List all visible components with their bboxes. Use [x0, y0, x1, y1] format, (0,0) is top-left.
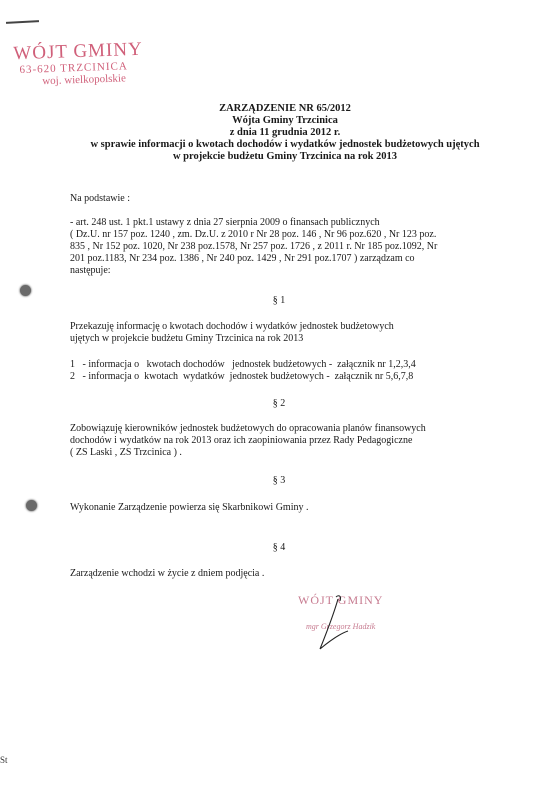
handwritten-signature [298, 593, 458, 663]
section-2-text [70, 423, 500, 459]
basis-line: następuje: [70, 265, 111, 276]
basis-text [70, 217, 490, 277]
office-stamp [5, 39, 151, 88]
section-1-text [70, 321, 490, 345]
punch-hole [26, 500, 37, 511]
basis-line: - art. 248 ust. 1 pkt.1 ustawy z dnia 27 sierpnia 2009 o finansach publicznych [70, 217, 380, 228]
stamp-line-3: woj. wielkopolskie [42, 72, 127, 88]
stamp-line-1: WÓJT GMINY [13, 38, 144, 65]
title-line-1: ZARZĄDZENIE NR 65/2012 [219, 103, 351, 114]
title-line-4: w sprawie informacji o kwotach dochodów i wydatków jednostek budżetowych ujętych [90, 139, 480, 150]
list-item: 2 - informacja o kwotach wydatków jednostek budżetowych - załącznik nr 5,6,7,8 [70, 371, 414, 382]
section-1-list [70, 359, 510, 383]
section-1-heading: § 1 [272, 295, 286, 306]
title-line-2: Wójta Gminy Trzcinica [232, 115, 338, 126]
title-line-5: w projekcie budżetu Gminy Trzcinica na rok 2013 [172, 151, 398, 162]
signature-title: WÓJT GMINY [298, 593, 384, 607]
section-1-line: Przekazuję informację o kwotach dochodów i wydatków jednostek budżetowych [70, 321, 394, 332]
section-4-text: Zarządzenie wchodzi w życie z dniem podjęcia . [70, 568, 265, 579]
section-3-text: Wykonanie Zarządzenie powierza się Skarbnikowi Gminy . [70, 502, 309, 513]
stamp-line-2: 63-620 TRZCINICA [19, 60, 129, 77]
basis-line: 201 poz.1183, Nr 234 poz. 1386 , Nr 240 poz. 1429 , Nr 291 poz.1707 ) zarządzam co [70, 253, 415, 264]
list-item: 1 - informacja o kwotach dochodów jednostek budżetowych - załącznik nr 1,2,3,4 [70, 359, 416, 370]
section-2-line: ( ZS Laski , ZS Trzcinica ) . [70, 447, 182, 458]
section-1-line: ujętych w projekcie budżetu Gminy Trzcinica na rok 2013 [70, 333, 304, 344]
edge-mark: St [0, 755, 8, 765]
section-3-heading: § 3 [272, 475, 286, 486]
basis-intro: Na podstawie : [70, 193, 130, 204]
section-2-line: Zobowiązuję kierowników jednostek budżetowych do opracowania planów finansowych [70, 423, 426, 434]
section-2-heading: § 2 [272, 398, 286, 409]
signature-name: mgr Grzegorz Hadzik [306, 622, 376, 631]
document-title [55, 103, 515, 163]
section-2-line: dochodów i wydatków na rok 2013 oraz ich zaopiniowania przez Rady Pedagogiczne [70, 435, 413, 446]
basis-line: 835 , Nr 152 poz. 1020, Nr 238 poz.1578, Nr 257 poz. 1726 , z 2011 r. Nr 185 poz.1092, Nr [70, 241, 438, 252]
section-4-heading: § 4 [272, 542, 286, 553]
signature-stamp [298, 593, 458, 631]
basis-line: ( Dz.U. nr 157 poz. 1240 , zm. Dz.U. z 2010 r Nr 28 poz. 146 , Nr 96 poz.620 , Nr 123 poz. [70, 229, 437, 240]
title-line-3: z dnia 11 grudnia 2012 r. [229, 127, 341, 138]
scan-mark [6, 20, 39, 24]
